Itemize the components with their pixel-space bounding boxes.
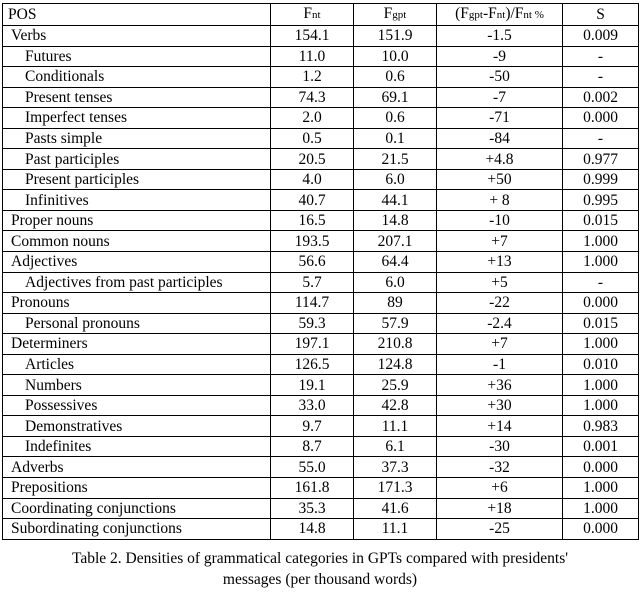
header-diff-b: -F: [482, 5, 497, 22]
header-fnt: [271, 4, 354, 26]
table-row: [3, 395, 639, 416]
table-row: [3, 272, 639, 293]
cell-s: 0.002: [563, 87, 639, 108]
cell-fgpt: 6.1: [354, 436, 437, 457]
cell-s: 1.000: [563, 498, 639, 519]
header-diff-sub-c: nt %: [523, 9, 544, 21]
cell-diff: -1: [437, 354, 563, 375]
table-row: [3, 334, 639, 355]
cell-diff: +7: [437, 231, 563, 252]
cell-fgpt: 0.6: [354, 67, 437, 88]
cell-diff: +50: [437, 169, 563, 190]
cell-s: -: [563, 67, 639, 88]
cell-fgpt: 37.3: [354, 457, 437, 478]
cell-fnt: 35.3: [271, 498, 354, 519]
cell-pos: Adjectives: [3, 252, 271, 273]
table-caption: [0, 548, 640, 590]
table-row: [3, 519, 639, 540]
cell-fgpt: 57.9: [354, 313, 437, 334]
cell-fnt: 20.5: [271, 149, 354, 170]
cell-fnt: 19.1: [271, 375, 354, 396]
header-diff-a: (F: [455, 5, 469, 22]
cell-s: 1.000: [563, 375, 639, 396]
cell-pos: Subordinating conjunctions: [3, 519, 271, 540]
table-row: [3, 436, 639, 457]
cell-s: 0.015: [563, 210, 639, 231]
cell-s: 0.000: [563, 519, 639, 540]
cell-s: 0.000: [563, 457, 639, 478]
table-body: [3, 26, 639, 540]
header-pos: POS: [3, 4, 271, 26]
cell-pos: Adverbs: [3, 457, 271, 478]
table-row: [3, 87, 639, 108]
cell-s: 0.977: [563, 149, 639, 170]
cell-fnt: 8.7: [271, 436, 354, 457]
cell-pos: Futures: [3, 46, 271, 67]
cell-fnt: 55.0: [271, 457, 354, 478]
cell-fgpt: 6.0: [354, 169, 437, 190]
cell-fnt: 59.3: [271, 313, 354, 334]
cell-diff: + 8: [437, 190, 563, 211]
table-row: [3, 190, 639, 211]
cell-fnt: 33.0: [271, 395, 354, 416]
cell-fnt: 154.1: [271, 26, 354, 47]
cell-fnt: 16.5: [271, 210, 354, 231]
cell-diff: +18: [437, 498, 563, 519]
cell-s: 1.000: [563, 231, 639, 252]
cell-pos: Present tenses: [3, 87, 271, 108]
cell-s: -: [563, 46, 639, 67]
cell-s: 0.995: [563, 190, 639, 211]
cell-pos: Adjectives from past participles: [3, 272, 271, 293]
cell-diff: -32: [437, 457, 563, 478]
cell-diff: +30: [437, 395, 563, 416]
header-fgpt: [354, 4, 437, 26]
cell-fgpt: 207.1: [354, 231, 437, 252]
cell-s: -: [563, 272, 639, 293]
cell-pos: Prepositions: [3, 478, 271, 499]
cell-s: 1.000: [563, 478, 639, 499]
table-row: [3, 210, 639, 231]
header-fnt-sub: nt: [312, 9, 321, 21]
cell-pos: Verbs: [3, 26, 271, 47]
cell-fgpt: 11.1: [354, 519, 437, 540]
cell-fnt: 14.8: [271, 519, 354, 540]
cell-s: 1.000: [563, 395, 639, 416]
table-row: [3, 26, 639, 47]
cell-pos: Infinitives: [3, 190, 271, 211]
cell-diff: -22: [437, 293, 563, 314]
cell-fnt: 114.7: [271, 293, 354, 314]
table-row: [3, 169, 639, 190]
table-row: [3, 498, 639, 519]
table-row: [3, 354, 639, 375]
cell-diff: +5: [437, 272, 563, 293]
cell-pos: Pasts simple: [3, 128, 271, 149]
cell-pos: Past participles: [3, 149, 271, 170]
cell-fnt: 197.1: [271, 334, 354, 355]
cell-fgpt: 42.8: [354, 395, 437, 416]
cell-diff: -1.5: [437, 26, 563, 47]
cell-pos: Articles: [3, 354, 271, 375]
cell-s: 0.000: [563, 293, 639, 314]
cell-s: 1.000: [563, 334, 639, 355]
cell-pos: Present participles: [3, 169, 271, 190]
table-row: [3, 67, 639, 88]
cell-fgpt: 25.9: [354, 375, 437, 396]
cell-diff: -2.4: [437, 313, 563, 334]
cell-fgpt: 124.8: [354, 354, 437, 375]
cell-fnt: 161.8: [271, 478, 354, 499]
cell-diff: +36: [437, 375, 563, 396]
cell-fgpt: 171.3: [354, 478, 437, 499]
cell-fgpt: 21.5: [354, 149, 437, 170]
cell-fgpt: 6.0: [354, 272, 437, 293]
cell-fnt: 74.3: [271, 87, 354, 108]
cell-pos: Indefinites: [3, 436, 271, 457]
header-diff-sub-a: gpt: [468, 9, 483, 21]
cell-s: 0.001: [563, 436, 639, 457]
header-s: S: [563, 4, 639, 26]
cell-pos: Possessives: [3, 395, 271, 416]
cell-fnt: 40.7: [271, 190, 354, 211]
cell-fnt: 11.0: [271, 46, 354, 67]
cell-fgpt: 69.1: [354, 87, 437, 108]
cell-pos: Numbers: [3, 375, 271, 396]
cell-fgpt: 210.8: [354, 334, 437, 355]
cell-diff: +14: [437, 416, 563, 437]
cell-diff: -10: [437, 210, 563, 231]
table-row: [3, 457, 639, 478]
cell-fgpt: 151.9: [354, 26, 437, 47]
cell-s: 1.000: [563, 252, 639, 273]
cell-pos: Pronouns: [3, 293, 271, 314]
cell-fgpt: 64.4: [354, 252, 437, 273]
table-row: [3, 231, 639, 252]
cell-fnt: 4.0: [271, 169, 354, 190]
cell-s: 0.009: [563, 26, 639, 47]
table-row: [3, 293, 639, 314]
cell-s: 0.010: [563, 354, 639, 375]
cell-fgpt: 44.1: [354, 190, 437, 211]
cell-pos: Proper nouns: [3, 210, 271, 231]
cell-pos: Conditionals: [3, 67, 271, 88]
cell-fnt: 2.0: [271, 108, 354, 129]
cell-fgpt: 0.6: [354, 108, 437, 129]
cell-pos: Demonstratives: [3, 416, 271, 437]
table-row: [3, 46, 639, 67]
cell-diff: -50: [437, 67, 563, 88]
table-row: [3, 478, 639, 499]
cell-s: 0.983: [563, 416, 639, 437]
cell-fnt: 0.5: [271, 128, 354, 149]
cell-fgpt: 11.1: [354, 416, 437, 437]
cell-fgpt: 0.1: [354, 128, 437, 149]
header-diff-sub-b: nt: [496, 9, 506, 21]
header-fgpt-main: F: [383, 5, 393, 22]
cell-fnt: 56.6: [271, 252, 354, 273]
cell-fnt: 193.5: [271, 231, 354, 252]
cell-fgpt: 14.8: [354, 210, 437, 231]
caption-line-2: messages (per thousand words): [222, 571, 418, 588]
cell-fgpt: 10.0: [354, 46, 437, 67]
header-diff: [437, 4, 563, 26]
caption-line-1: Table 2. Densities of grammatical categories in GPTs compared with presidents': [71, 550, 569, 567]
table-row: [3, 108, 639, 129]
cell-fgpt: 41.6: [354, 498, 437, 519]
cell-diff: -71: [437, 108, 563, 129]
densities-table: [2, 3, 639, 540]
cell-fnt: 126.5: [271, 354, 354, 375]
cell-pos: Common nouns: [3, 231, 271, 252]
table-header-row: [3, 4, 639, 26]
cell-pos: Personal pronouns: [3, 313, 271, 334]
table-row: [3, 375, 639, 396]
cell-diff: +4.8: [437, 149, 563, 170]
cell-pos: Coordinating conjunctions: [3, 498, 271, 519]
cell-fnt: 5.7: [271, 272, 354, 293]
cell-s: 0.999: [563, 169, 639, 190]
cell-diff: -30: [437, 436, 563, 457]
cell-fnt: 9.7: [271, 416, 354, 437]
header-fgpt-sub: gpt: [392, 9, 407, 21]
table-row: [3, 252, 639, 273]
cell-diff: +7: [437, 334, 563, 355]
cell-diff: -25: [437, 519, 563, 540]
cell-diff: -84: [437, 128, 563, 149]
cell-diff: -7: [437, 87, 563, 108]
table-row: [3, 149, 639, 170]
cell-diff: +13: [437, 252, 563, 273]
cell-pos: Imperfect tenses: [3, 108, 271, 129]
cell-diff: -9: [437, 46, 563, 67]
table-row: [3, 313, 639, 334]
cell-s: 0.015: [563, 313, 639, 334]
cell-s: -: [563, 128, 639, 149]
cell-fgpt: 89: [354, 293, 437, 314]
table-row: [3, 416, 639, 437]
header-fnt-main: F: [303, 5, 313, 22]
header-diff-c: )/F: [505, 5, 524, 22]
table-row: [3, 128, 639, 149]
cell-pos: Determiners: [3, 334, 271, 355]
cell-diff: +6: [437, 478, 563, 499]
cell-s: 0.000: [563, 108, 639, 129]
cell-fnt: 1.2: [271, 67, 354, 88]
